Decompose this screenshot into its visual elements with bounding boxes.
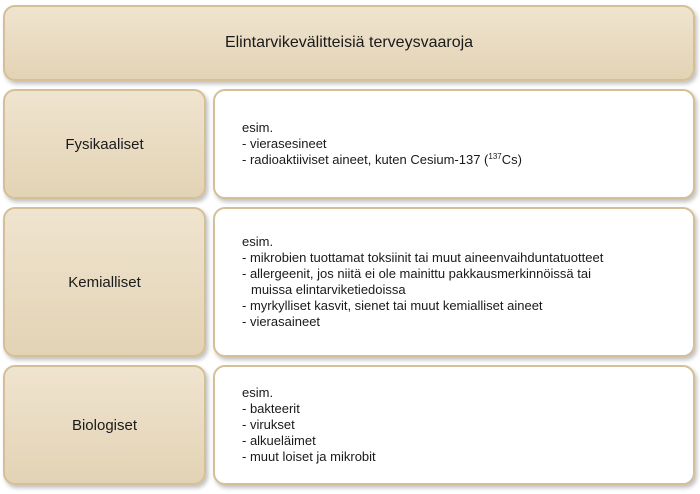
category-label: Fysikaaliset — [65, 135, 144, 153]
description-line: - muut loiset ja mikrobit — [242, 449, 376, 464]
description-line: - vierasesineet — [242, 136, 327, 151]
description-box-fysikaaliset — [213, 89, 695, 199]
isotope-superscript: 137 — [488, 152, 502, 161]
description-line: - virukset — [242, 417, 295, 432]
description-line: muissa elintarviketiedoissa — [251, 282, 406, 297]
diagram-title: Elintarvikevälitteisiä terveysvaaroja — [224, 34, 474, 51]
category-label: Kemialliset — [68, 273, 141, 291]
category-box-biologiset — [3, 365, 206, 485]
description-box-biologiset — [213, 365, 695, 485]
category-box-fysikaaliset — [3, 89, 206, 199]
description-line: - myrkylliset kasvit, sienet tai muut kemialliset aineet — [242, 298, 543, 313]
text-segment: Cs) — [501, 152, 522, 167]
text-segment: - radioaktiiviset aineet, kuten Cesium-137 ( — [242, 152, 489, 167]
description-line: - mikrobien tuottamat toksiinit tai muut aineenvaihduntatuotteet — [242, 250, 604, 265]
description-line: - allergeenit, jos niitä ei ole mainittu pakkausmerkinnöissä tai — [242, 266, 592, 281]
description-line: - vierasaineet — [242, 314, 321, 329]
description-line: esim. — [242, 234, 274, 249]
description-box-kemialliset — [213, 207, 695, 357]
title-box — [3, 5, 695, 81]
description-line: - bakteerit — [242, 401, 300, 416]
category-label: Biologiset — [71, 416, 138, 434]
category-box-kemialliset — [3, 207, 206, 357]
description-line: esim. — [242, 385, 274, 400]
description-line-cesium — [242, 152, 693, 168]
description-line: - alkueläimet — [242, 433, 316, 448]
description-line: esim. — [242, 120, 274, 135]
